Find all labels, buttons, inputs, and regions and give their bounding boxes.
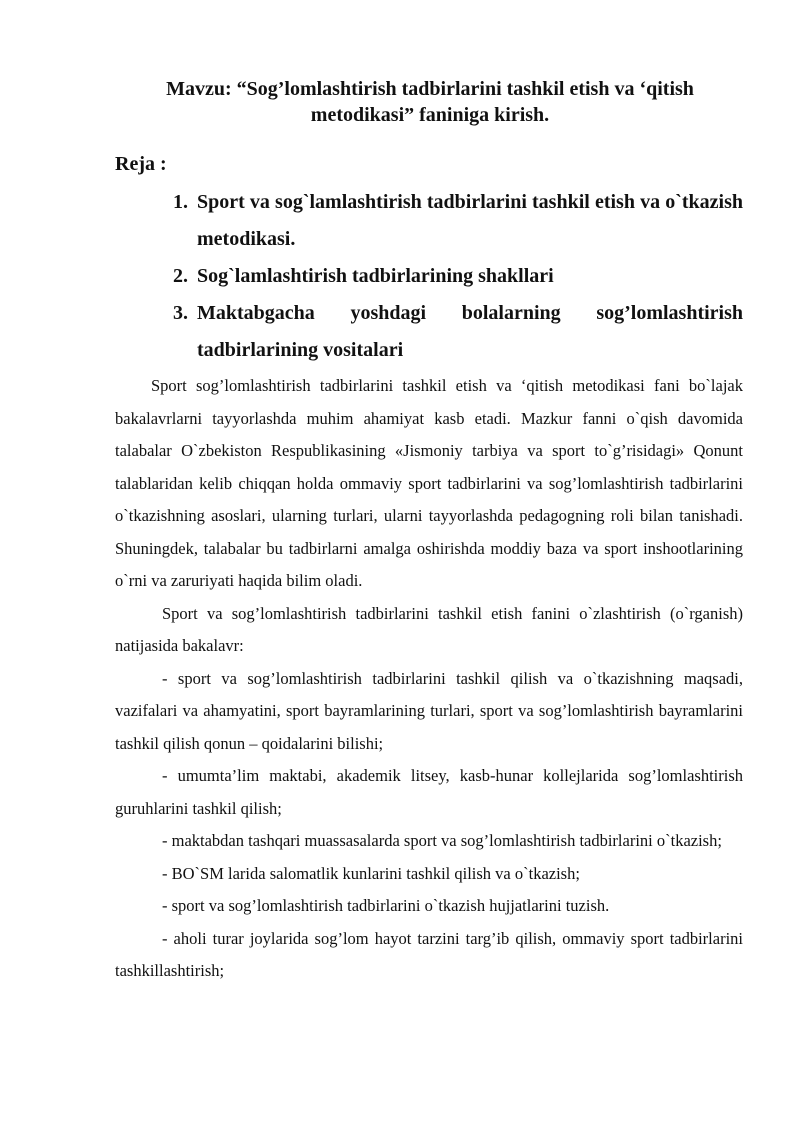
plan-item-number: 2. bbox=[173, 265, 188, 287]
plan-item-number: 1. bbox=[173, 191, 188, 213]
plan-item bbox=[173, 258, 743, 295]
plan-item-text: Sog`lamlashtirish tadbirlarining shakllari bbox=[197, 265, 554, 287]
document-title: Mavzu: “Sog’lomlashtirish tadbirlarini tashkil etish va ‘qitish metodikasi” faniniga kirish. bbox=[166, 78, 694, 126]
plan-item bbox=[173, 184, 743, 258]
list-item: - maktabdan tashqari muassasalarda sport va sog’lomlashtirish tadbirlarini o`tkazish; bbox=[162, 831, 722, 850]
list-item: - sport va sog’lomlashtirish tadbirlarini o`tkazish hujjatlarini tuzish. bbox=[162, 896, 610, 915]
paragraph: Sport va sog’lomlashtirish tadbirlarini tashkil etish fanini o`zlashtirish (o`rganish) natijasida bakalavr: bbox=[115, 603, 743, 655]
paragraph: Sport sog’lomlashtirish tadbirlarini tashkil etish va ‘qitish metodikasi fani bo`lajak bakalavrlarni tayyorlashda muhim ahamiyat kasb etadi. Mazkur fanni o`qish davomida talabalar O`zbekiston Respublikasining «Jismoniy tarbiya va sport to`g’risidagi» Qonunt talablaridan kelib chiqqan holda ommaviy sport tadbirlarini va sog’lomlashtirish tadbirlarini o`tkazishning asoslari, ularning turlari, ularni tayyorlashda pedagogning roli bilan tanishadi. Shuningdek, talabalar bu tadbirlarni amalga oshirishda moddiy baza va sport inshootlarining o`rni va zaruriyati haqida bilim oladi. bbox=[115, 376, 743, 590]
plan-item-text: Sport va sog`lamlashtirish tadbirlarini tashkil etish va o`tkazish metodikasi. bbox=[197, 191, 743, 250]
plan-item-number: 3. bbox=[173, 302, 188, 324]
plan-list bbox=[173, 184, 743, 369]
list-item: - sport va sog’lomlashtirish tadbirlarini tashkil qilish va o`tkazishning maqsadi, vazifalari va ahamyatini, sport bayramlarining turlari, sport va sog’lomlashtirish bayramlarini tashkil qilish qonun – qoidalarini bilishi; bbox=[115, 668, 743, 753]
list-item: - BO`SM larida salomatlik kunlarini tashkil qilish va o`tkazish; bbox=[162, 863, 580, 883]
plan-item bbox=[173, 295, 743, 369]
plan-heading: Reja : bbox=[115, 153, 167, 175]
list-item: - aholi turar joylarida sog’lom hayot tarzini targ’ib qilish, ommaviy sport tadbirlarini tashkillashtirish; bbox=[115, 928, 743, 980]
body-text bbox=[115, 370, 743, 988]
list-item: - umumta’lim maktabi, akademik litsey, kasb-hunar kollejlarida sog’lomlashtirish guruhlarini tashkil qilish; bbox=[115, 766, 743, 818]
plan-item-text: Maktabgacha yoshdagi bolalarning sog’lomlashtirish tadbirlarining vositalari bbox=[197, 302, 743, 361]
